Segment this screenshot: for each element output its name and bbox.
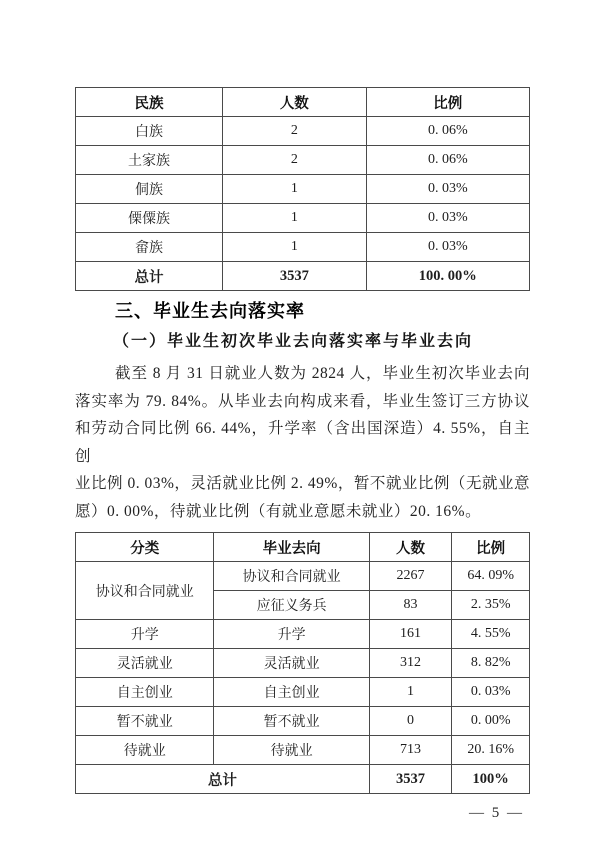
table-row xyxy=(76,204,530,233)
cell-count: 1 xyxy=(223,204,366,233)
paragraph-line: 落实率为 79. 84%。从毕业去向构成来看，毕业生签订三方协议 xyxy=(75,392,530,410)
paragraph-line: 和劳动合同比例 66. 44%，升学率（含出国深造）4. 55%，自主创 xyxy=(75,420,530,465)
paragraph-line: 愿）0. 00%，待就业比例（有就业意愿未就业）20. 16%。 xyxy=(75,502,482,520)
paragraph-line: 截至 8 月 31 日就业人数为 2824 人，毕业生初次毕业去向 xyxy=(115,365,530,382)
cell-ratio: 0. 03% xyxy=(366,204,529,233)
cell-ethnicity: 侗族 xyxy=(76,175,223,204)
cell-total-label: 总计 xyxy=(76,262,223,291)
header-ratio: 比例 xyxy=(366,88,529,117)
cell-category: 协议和合同就业 xyxy=(76,562,214,620)
header-destination: 毕业去向 xyxy=(214,533,369,562)
cell-destination: 升学 xyxy=(214,620,369,649)
header-ratio: 比例 xyxy=(452,533,530,562)
destination-table-header-row xyxy=(76,533,530,562)
cell-count: 83 xyxy=(369,591,452,620)
paragraph-line: 业比例 0. 03%，灵活就业比例 2. 49%，暂不就业比例（无就业意 xyxy=(75,475,530,492)
cell-destination: 待就业 xyxy=(214,736,369,765)
destination-table xyxy=(75,532,530,794)
cell-destination: 协议和合同就业 xyxy=(214,562,369,591)
cell-ratio: 0. 03% xyxy=(452,678,530,707)
table-row xyxy=(76,233,530,262)
cell-count: 0 xyxy=(369,707,452,736)
cell-total-count: 3537 xyxy=(369,765,452,794)
cell-ratio: 0. 03% xyxy=(366,233,529,262)
table-row xyxy=(76,146,530,175)
cell-count: 161 xyxy=(369,620,452,649)
header-count: 人数 xyxy=(369,533,452,562)
cell-total-label: 总计 xyxy=(76,765,370,794)
ethnicity-table xyxy=(75,87,530,291)
cell-category: 灵活就业 xyxy=(76,649,214,678)
cell-ratio: 0. 03% xyxy=(366,175,529,204)
cell-total-ratio: 100% xyxy=(452,765,530,794)
table-total-row xyxy=(76,262,530,291)
cell-ethnicity: 傈僳族 xyxy=(76,204,223,233)
cell-count: 2 xyxy=(223,117,366,146)
cell-ratio: 0. 06% xyxy=(366,117,529,146)
header-ethnicity: 民族 xyxy=(76,88,223,117)
cell-category: 待就业 xyxy=(76,736,214,765)
cell-total-count: 3537 xyxy=(223,262,366,291)
ethnicity-table-header-row xyxy=(76,88,530,117)
cell-ethnicity: 土家族 xyxy=(76,146,223,175)
header-category: 分类 xyxy=(76,533,214,562)
cell-count: 1 xyxy=(223,175,366,204)
table-row xyxy=(76,117,530,146)
subsection-heading: （一）毕业生初次毕业去向落实率与毕业去向 xyxy=(113,333,474,350)
cell-destination: 暂不就业 xyxy=(214,707,369,736)
cell-count: 713 xyxy=(369,736,452,765)
paragraph xyxy=(75,360,530,525)
table-row xyxy=(76,620,530,649)
cell-category: 升学 xyxy=(76,620,214,649)
cell-ratio: 64. 09% xyxy=(452,562,530,591)
cell-count: 312 xyxy=(369,649,452,678)
table-row xyxy=(76,649,530,678)
cell-ratio: 8. 82% xyxy=(452,649,530,678)
cell-ratio: 4. 55% xyxy=(452,620,530,649)
cell-ethnicity: 畲族 xyxy=(76,233,223,262)
cell-total-ratio: 100. 00% xyxy=(366,262,529,291)
cell-ratio: 0. 00% xyxy=(452,707,530,736)
page-number: — 5 — xyxy=(469,805,524,821)
cell-ratio: 20. 16% xyxy=(452,736,530,765)
cell-count: 2267 xyxy=(369,562,452,591)
cell-ratio: 0. 06% xyxy=(366,146,529,175)
table-row xyxy=(76,736,530,765)
table-row xyxy=(76,175,530,204)
cell-destination: 灵活就业 xyxy=(214,649,369,678)
table-row xyxy=(76,678,530,707)
cell-count: 1 xyxy=(223,233,366,262)
cell-ratio: 2. 35% xyxy=(452,591,530,620)
cell-destination: 自主创业 xyxy=(214,678,369,707)
table-row xyxy=(76,562,530,591)
cell-category: 暂不就业 xyxy=(76,707,214,736)
cell-count: 2 xyxy=(223,146,366,175)
table-row xyxy=(76,707,530,736)
cell-destination: 应征义务兵 xyxy=(214,591,369,620)
cell-count: 1 xyxy=(369,678,452,707)
cell-category: 自主创业 xyxy=(76,678,214,707)
header-count: 人数 xyxy=(223,88,366,117)
cell-ethnicity: 白族 xyxy=(76,117,223,146)
table-total-row xyxy=(76,765,530,794)
section-heading: 三、毕业生去向落实率 xyxy=(115,301,305,322)
